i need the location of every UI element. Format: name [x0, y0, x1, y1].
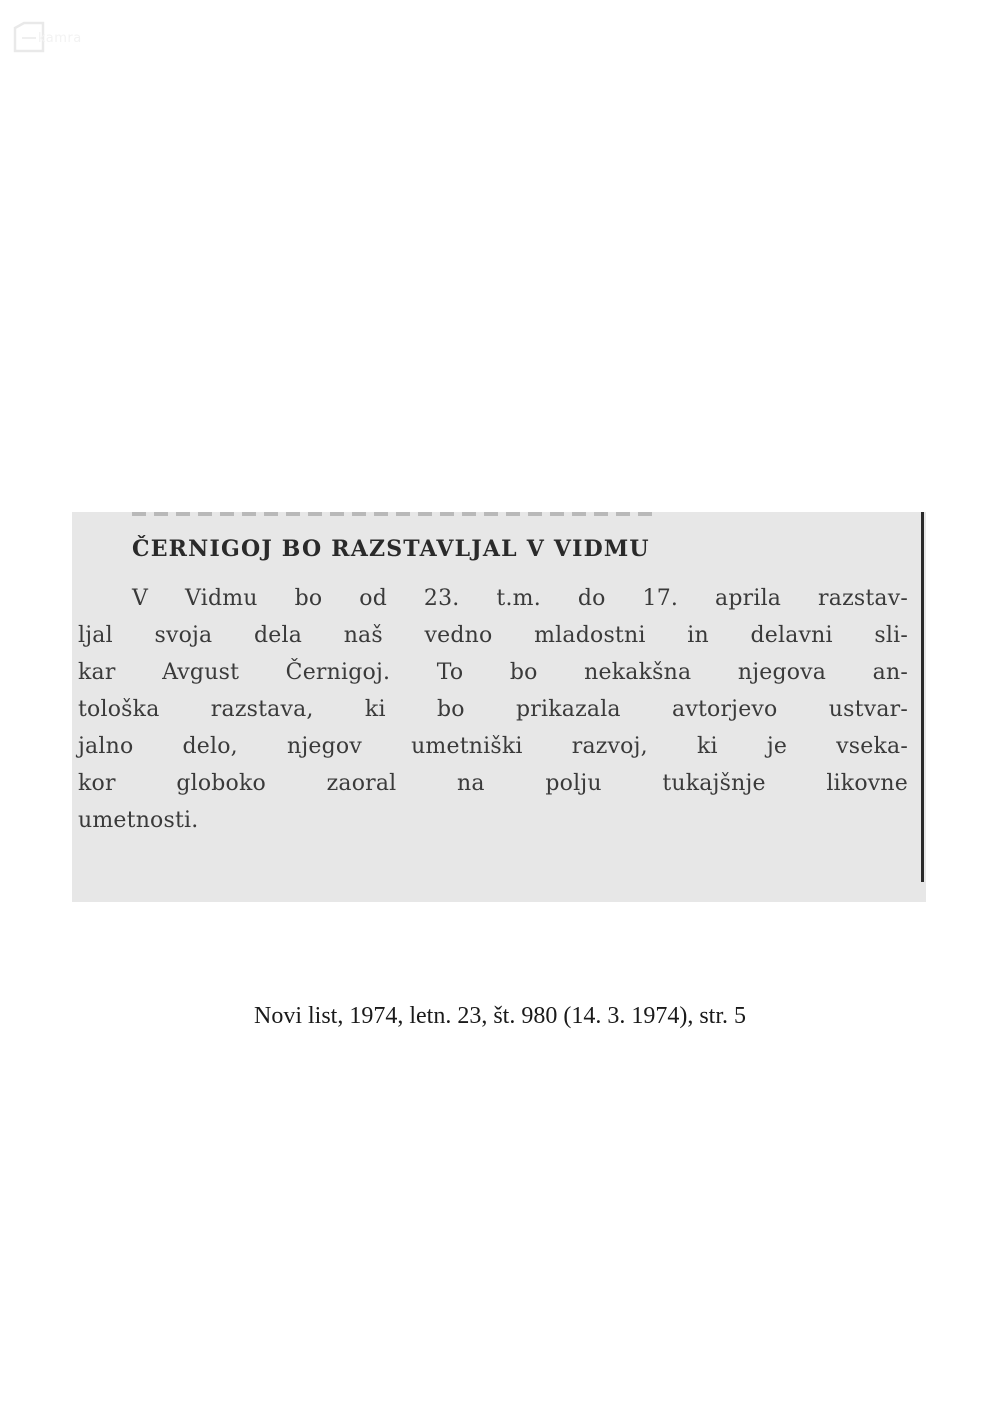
article-line: tološka razstava, ki bo prikazala avtorjevo ustvar- [78, 697, 908, 722]
article-line: umetnosti. [78, 808, 199, 833]
article-line: kor globoko zaoral na polju tukajšnje likovne [78, 771, 908, 796]
clipping-top-edge [132, 512, 652, 516]
clipping-headline: ČERNIGOJ BO RAZSTAVLJAL V VIDMU [132, 536, 650, 562]
kamra-logo-text: kamra [38, 31, 82, 46]
column-rule [921, 512, 924, 882]
kamra-logo [12, 20, 112, 60]
article-line: V Vidmu bo od 23. t.m. do 17. aprila razstav- [132, 586, 908, 611]
newspaper-clipping [72, 512, 926, 902]
article-line: jalno delo, njegov umetniški razvoj, ki je vseka- [78, 734, 908, 759]
article-line: ljal svoja dela naš vedno mladostni in delavni sli- [78, 623, 908, 648]
clipping-article [78, 580, 908, 839]
article-line: kar Avgust Černigoj. To bo nekakšna njegova an- [78, 660, 908, 685]
source-caption: Novi list, 1974, letn. 23, št. 980 (14. 3. 1974), str. 5 [254, 1003, 746, 1029]
